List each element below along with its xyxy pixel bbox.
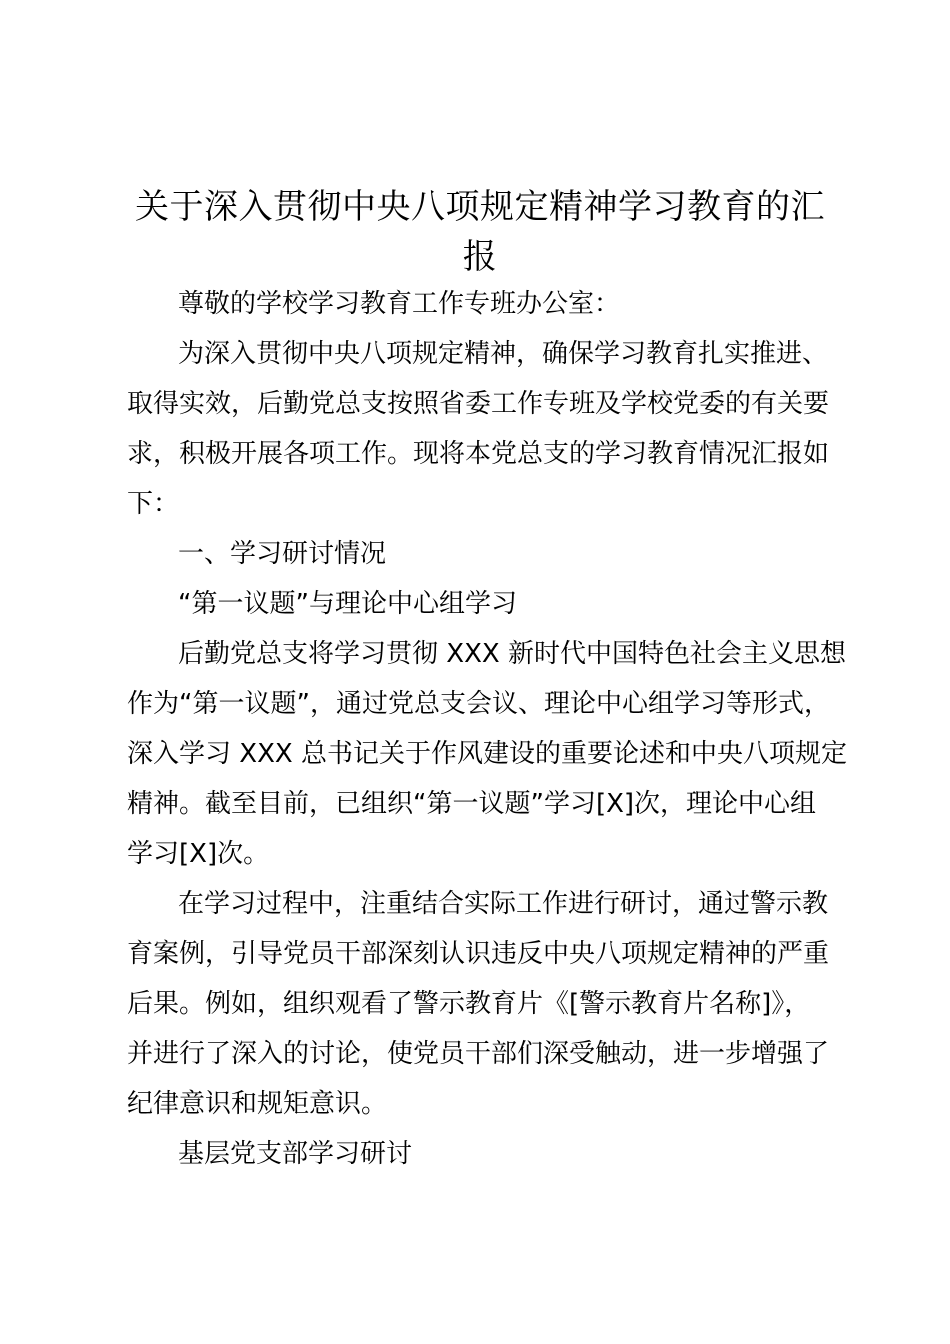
paragraph-line: 学习[X]次。 [127,839,270,869]
salutation: 尊敬的学校学习教育工作专班办公室： [178,289,621,319]
paragraph-line: 纪律意识和规矩意识。 [127,1089,388,1119]
paragraph-line: 精神。截至目前，已组织“第一议题”学习[X]次，理论中心组 [127,789,817,819]
subsection-heading: 基层党支部学习研讨 [178,1139,413,1169]
document-title-line-2: 报 [462,237,498,277]
paragraph-line: 育案例，引导党员干部深刻认识违反中央八项规定精神的严重 [127,939,830,969]
paragraph-line: 求，积极开展各项工作。现将本党总支的学习教育情况汇报如 [127,439,830,469]
section-heading: 一、学习研讨情况 [178,539,387,569]
paragraph-line: 取得实效，后勤党总支按照省委工作专班及学校党委的有关要 [127,389,830,419]
paragraph-line: 深入学习 XXX 总书记关于作风建设的重要论述和中央八项规定 [127,739,847,769]
paragraph-line: 后果。例如，组织观看了警示教育片《[警示教育片名称]》， [127,989,811,1019]
paragraph-line: 下： [127,489,180,519]
paragraph-line: 作为“第一议题”，通过党总支会议、理论中心组学习等形式， [127,689,830,719]
subsection-heading: “第一议题”与理论中心组学习 [178,589,517,619]
paragraph-line: 并进行了深入的讨论，使党员干部们深受触动，进一步增强了 [127,1039,830,1069]
document-title-line-1: 关于深入贯彻中央八项规定精神学习教育的汇 [135,187,825,227]
paragraph-line: 为深入贯彻中央八项规定精神，确保学习教育扎实推进、 [178,339,829,369]
paragraph-line: 后勤党总支将学习贯彻 XXX 新时代中国特色社会主义思想 [178,639,846,669]
paragraph-line: 在学习过程中，注重结合实际工作进行研讨，通过警示教 [178,889,829,919]
